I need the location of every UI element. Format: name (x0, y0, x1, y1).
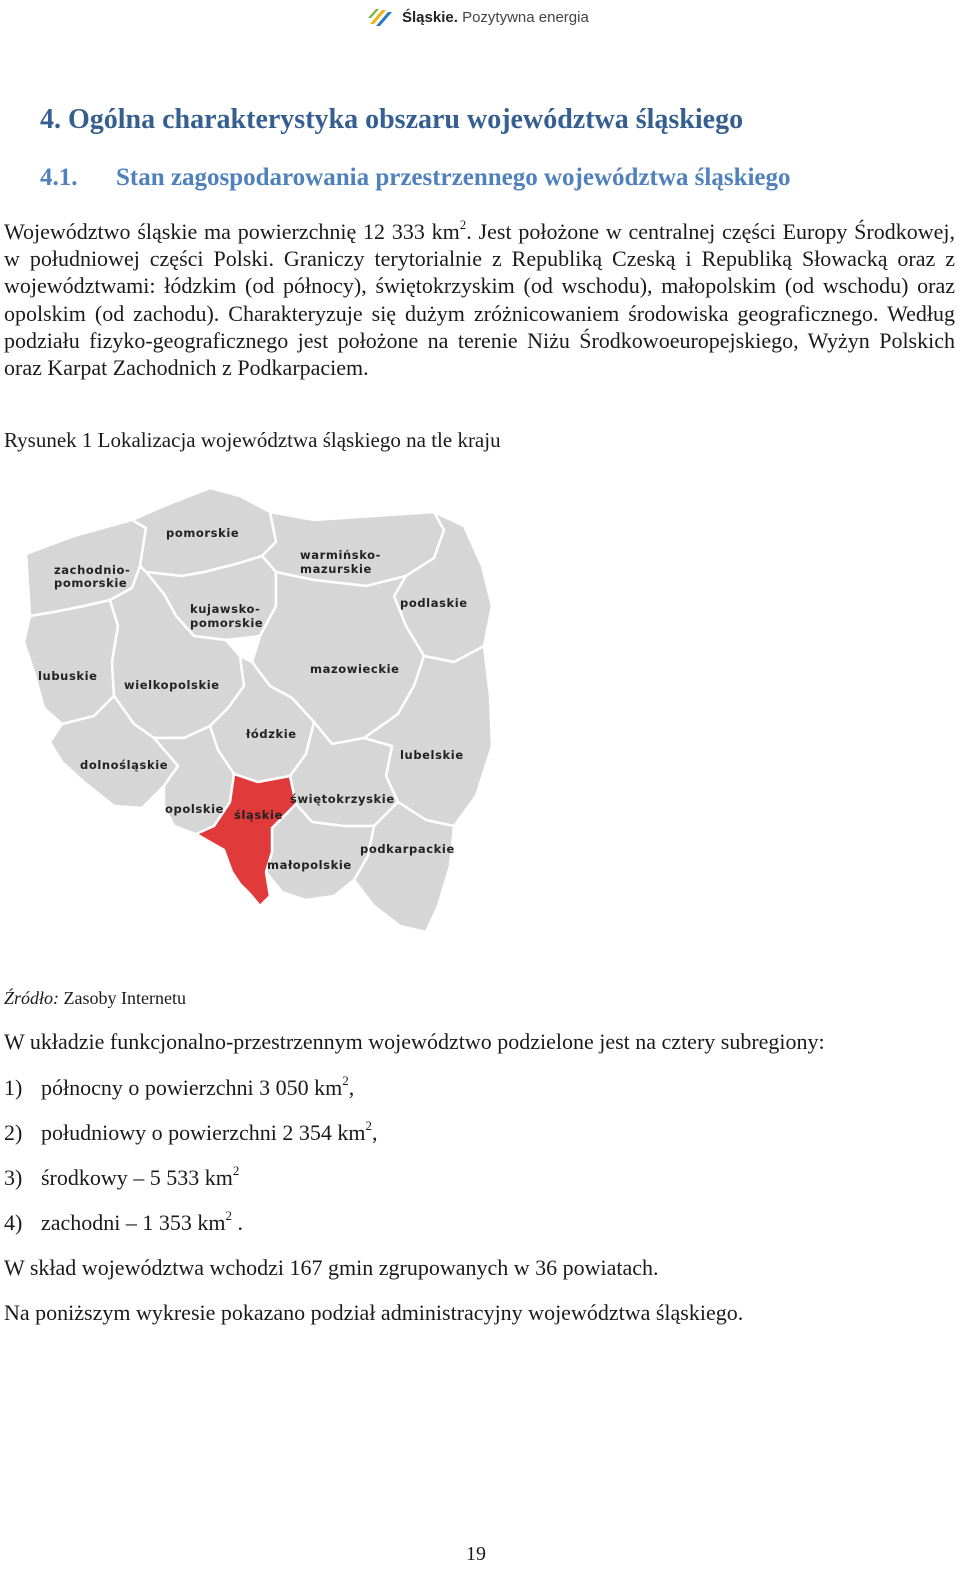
label-zachodniopomorskie-1: zachodnio- (54, 563, 131, 577)
chapter-title: Ogólna charakterystyka obszaru województwa śląskiego (68, 104, 744, 135)
label-lubelskie: lubelskie (400, 748, 464, 762)
label-malopolskie: małopolskie (267, 858, 352, 872)
list-item: 2) południowy o powierzchni 2 354 $km^2$, (4, 1117, 378, 1145)
label-podkarpackie: podkarpackie (360, 842, 455, 856)
label-warminsko-1: warmińsko- (300, 548, 382, 562)
intro-paragraph: Województwo śląskie ma powierzchnię 12 333 $km^2$. Jest położone w centralnej części Europy Środkowej, w południowej części Polski. Graniczy terytorialnie z Republiką Czeską i Republiką Słowacką oraz z województwami: łódzkim (od północy), świętokrzyskim (od wschodu), małopolskim (od wschodu) oraz opolskim (od zachodu). Charakteryzuje się dużym zróżnicowaniem środowiska geograficznego. Według podziału fizyko-geograficznego jest położone na terenie Niżu Środkowoeuropejskiego, Wyżyn Polskich oraz Karpat Zachodnich z Podkarpaciem. (4, 216, 955, 381)
label-warminsko-2: mazurskie (300, 562, 372, 576)
label-dolnoslaskie: dolnośląskie (80, 758, 169, 772)
page-number: 19 (466, 1543, 486, 1565)
label-mazowieckie: mazowieckie (310, 662, 400, 676)
label-opolskie: opolskie (165, 802, 225, 816)
header-brand: Śląskie. Pozytywna energia (402, 8, 589, 26)
label-swietokrzyskie: świętokrzyskie (290, 792, 395, 806)
section-title: Stan zagospodarowania przestrzennego województwa śląskiego (116, 164, 791, 191)
figure-caption: Rysunek 1 Lokalizacja województwa śląskiego na tle kraju (4, 428, 501, 452)
poland-map (14, 476, 504, 946)
figure-source: Źródło: Zasoby Internetu (4, 988, 186, 1008)
chapter-heading (40, 104, 743, 136)
chapter-number: 4. (40, 104, 61, 135)
label-pomorskie: pomorskie (166, 526, 240, 540)
label-lodzkie: łódzkie (246, 727, 297, 741)
list-item: 1) północny o powierzchni 3 050 $km^2$, (4, 1072, 355, 1100)
subregions-intro: W układzie funkcjonalno-przestrzennym województwo podzielone jest na cztery subregiony: (4, 1029, 825, 1054)
podzial-paragraph: Na poniższym wykresie pokazano podział administracyjny województwa śląskiego. (4, 1300, 744, 1325)
label-lubuskie: lubuskie (38, 669, 98, 683)
label-zachodniopomorskie-2: pomorskie (54, 576, 128, 590)
list-item: 3) środkowy – 5 533 $km^2$ (4, 1162, 240, 1190)
label-kujawsko-2: pomorskie (190, 616, 264, 630)
label-slaskie: śląskie (234, 808, 283, 822)
label-wielkopolskie: wielkopolskie (124, 678, 220, 692)
logo-icon (368, 6, 396, 28)
section-heading (40, 164, 791, 192)
subregions-list (4, 1073, 377, 1253)
gminy-paragraph: W skład województwa wchodzi 167 gmin zgrupowanych w 36 powiatach. (4, 1255, 659, 1280)
header-logo (368, 6, 589, 28)
section-number: 4.1. (40, 164, 78, 191)
label-podlaskie: podlaskie (400, 596, 468, 610)
list-item: 4) zachodni – 1 353 $km^2$ . (4, 1207, 244, 1235)
label-kujawsko-1: kujawsko- (190, 602, 261, 616)
